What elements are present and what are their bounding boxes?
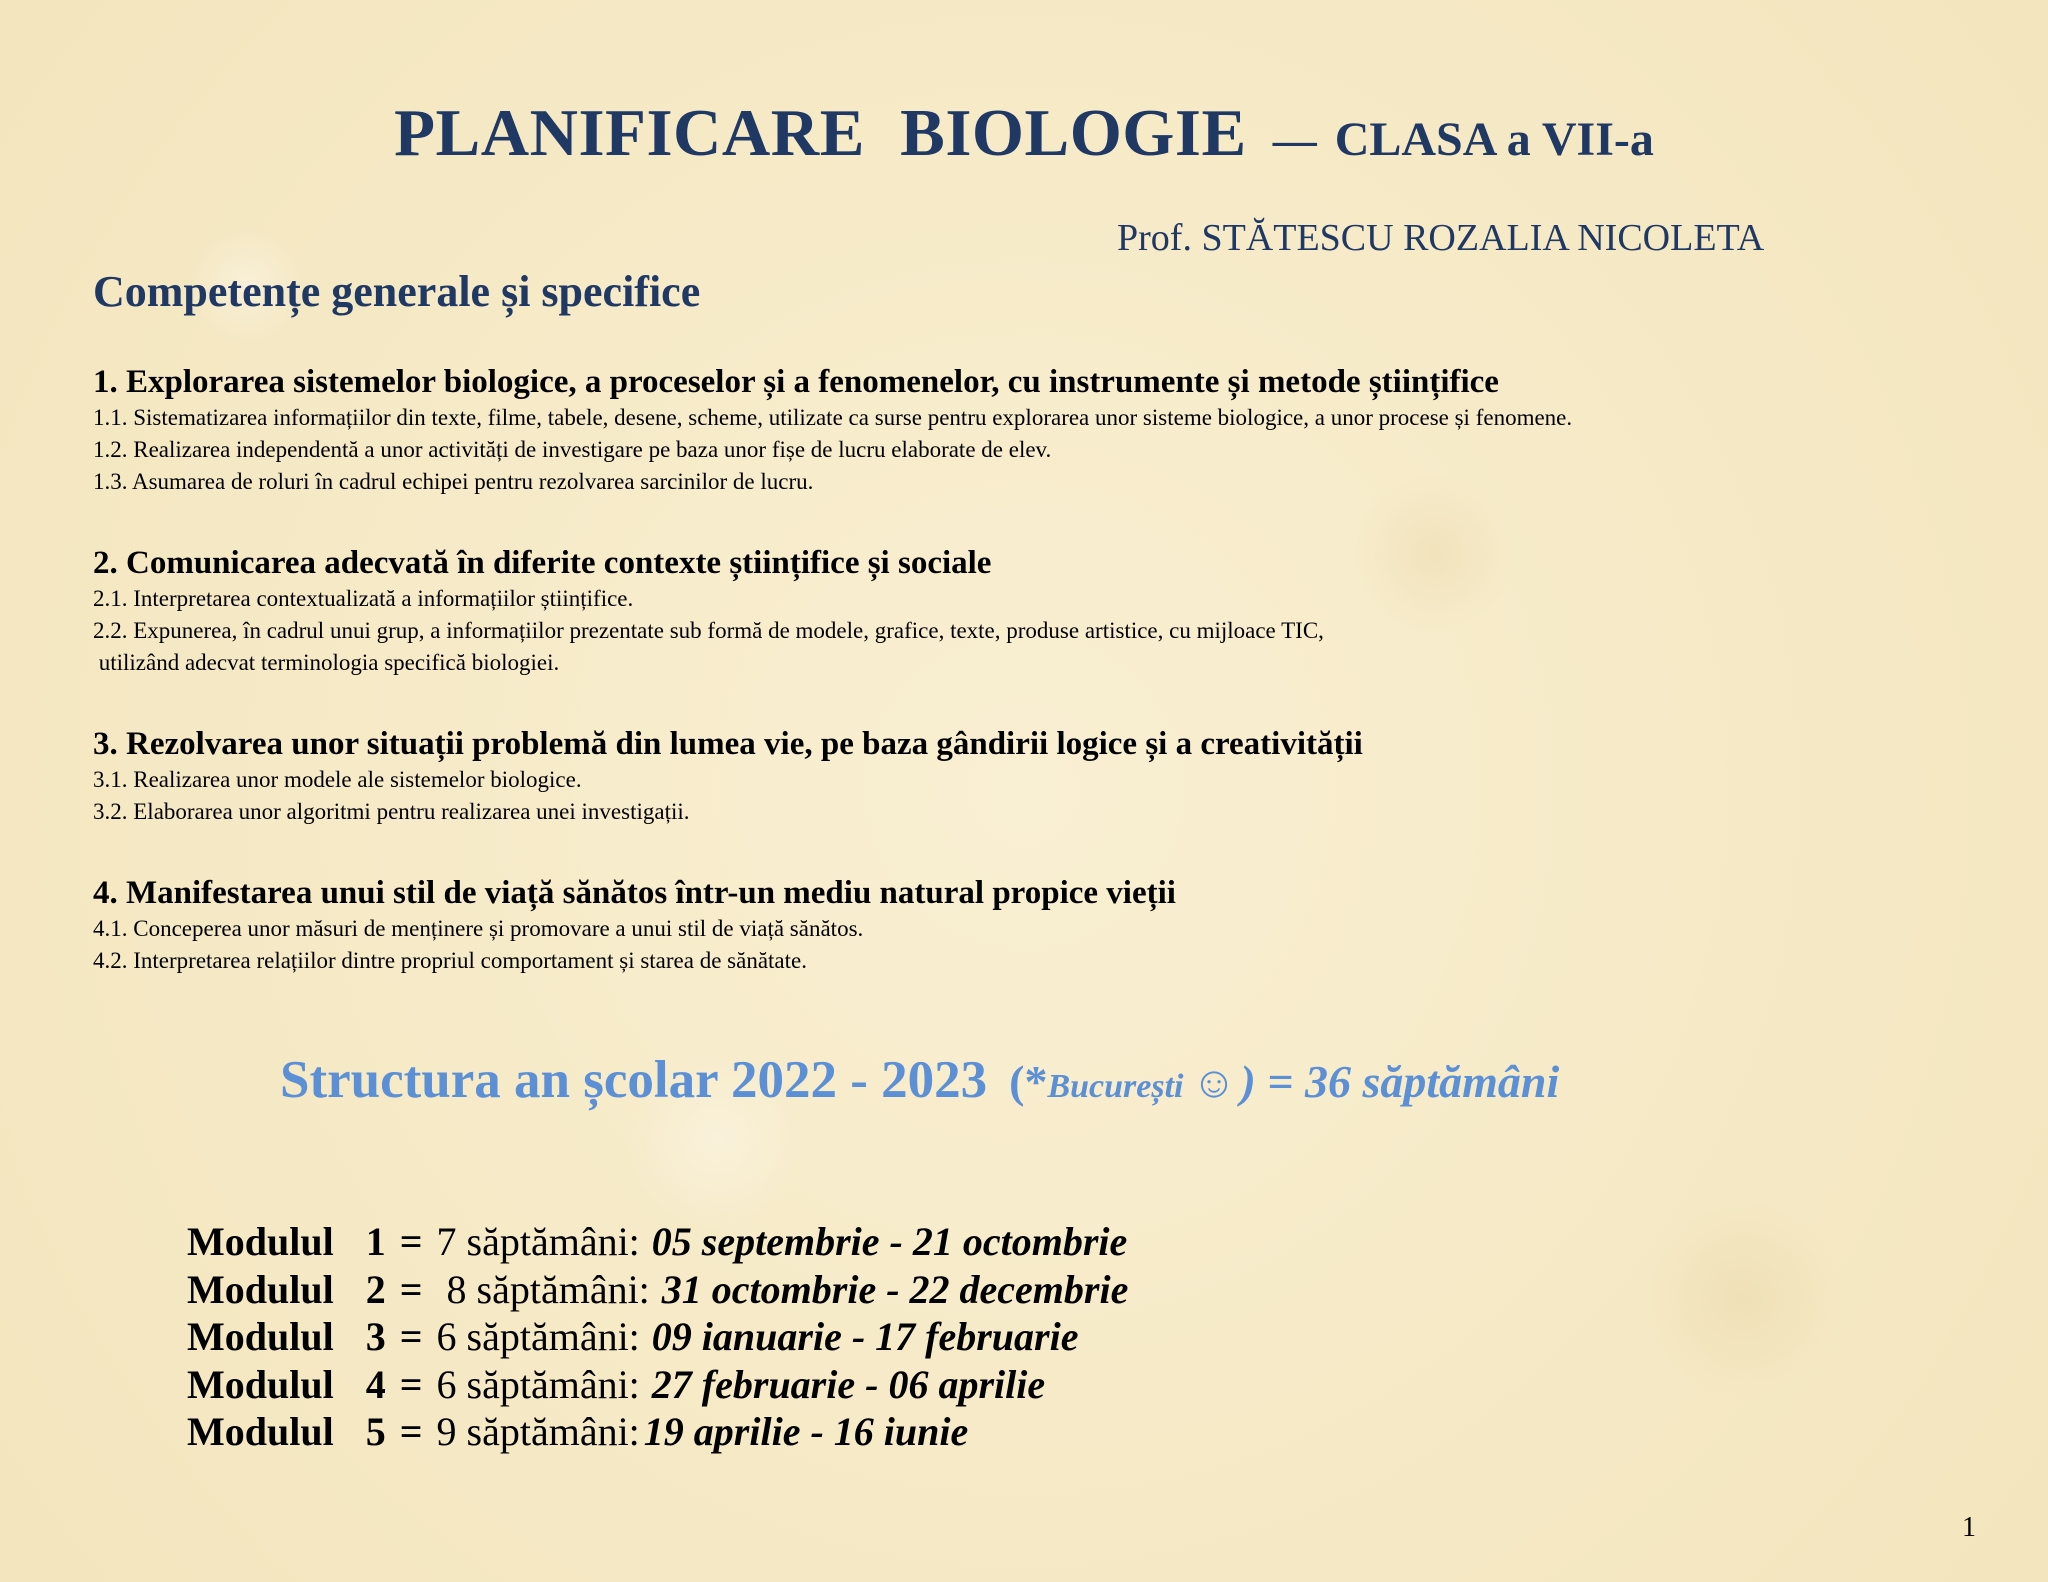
structure-paren-open: (* [1009, 1056, 1048, 1107]
competence-heading: 1. Explorarea sistemelor biologice, a proceselor și a fenomenelor, cu instrumente și metode științifice [93, 364, 1499, 400]
module-row [187, 1266, 1128, 1314]
competence-item: 2.1. Interpretarea contextualizată a informațiilor științifice. [93, 586, 634, 611]
structure-city: București [1047, 1068, 1184, 1105]
competence-item: 1.3. Asumarea de roluri în cadrul echipei pentru rezolvarea sarcinilor de lucru. [93, 469, 814, 494]
module-weeks: 7 săptămâni: [436, 1219, 640, 1264]
module-equals: = [399, 1219, 423, 1264]
module-equals: = [399, 1266, 423, 1312]
competence-group-1 [93, 362, 1572, 498]
module-label: Modulul 3 [187, 1314, 386, 1359]
page-number: 1 [1962, 1512, 1976, 1543]
page-title [0, 95, 2048, 172]
competence-group-2 [93, 543, 1324, 679]
module-label: Modulul 2 [187, 1266, 386, 1312]
module-label: Modulul 5 [187, 1409, 386, 1454]
module-row [187, 1313, 1128, 1361]
module-dates: 19 aprilie - 16 iunie [643, 1409, 969, 1454]
title-dash: — [1272, 116, 1317, 165]
module-equals: = [399, 1314, 423, 1359]
module-equals: = [399, 1409, 423, 1454]
competence-group-4 [93, 873, 1176, 977]
module-dates: 09 ianuarie - 17 februarie [651, 1314, 1079, 1359]
module-weeks: 6 săptămâni: [436, 1361, 640, 1407]
module-dates: 27 februarie - 06 aprilie [651, 1361, 1046, 1407]
structure-total-weeks: ) = 36 săptămâni [1240, 1056, 1560, 1107]
competence-item: utilizând adecvat terminologia specifică biologiei. [93, 650, 560, 675]
module-dates: 05 septembrie - 21 octombrie [651, 1219, 1128, 1264]
module-weeks: 9 săptămâni: [436, 1409, 640, 1454]
modules-list [187, 1218, 1128, 1456]
title-class: CLASA a VII-a [1334, 113, 1654, 166]
section-title: Competențe generale și specifice [93, 267, 701, 316]
module-row [187, 1361, 1128, 1409]
school-year-structure [280, 1050, 1559, 1110]
competence-item: 1.1. Sistematizarea informațiilor din texte, filme, tabele, desene, scheme, utilizate ca surse pentru explorarea unor sisteme biologice, a unor procese și fenomene. [93, 405, 1573, 430]
competence-heading: 2. Comunicarea adecvată în diferite contexte științifice și sociale [93, 545, 992, 581]
author-name: Prof. STĂTESCU ROZALIA NICOLETA [1117, 217, 1765, 259]
competence-item: 3.1. Realizarea unor modele ale sistemelor biologice. [93, 767, 582, 792]
module-dates: 31 octombrie - 22 decembrie [661, 1266, 1129, 1312]
module-label: Modulul 4 [187, 1361, 386, 1407]
competence-item: 4.1. Conceperea unor măsuri de menținere și promovare a unui stil de viață sănătos. [93, 916, 864, 941]
module-row [187, 1408, 1128, 1456]
competence-item: 2.2. Expunerea, în cadrul unui grup, a informațiilor prezentate sub formă de modele, grafice, texte, produse artistice, cu mijloace TIC, [93, 618, 1324, 643]
module-label: Modulul 1 [187, 1219, 386, 1264]
competence-item: 4.2. Interpretarea relațiilor dintre propriul comportament și starea de sănătate. [93, 948, 807, 973]
competence-group-3 [93, 724, 1363, 828]
competence-item: 1.2. Realizarea independentă a unor activități de investigare pe baza unor fișe de lucru elaborate de elev. [93, 437, 1052, 462]
competence-heading: 3. Rezolvarea unor situații problemă din lumea vie, pe baza gândirii logice și a creativității [93, 726, 1363, 762]
structure-title: Structura an școlar 2022 - 2023 [280, 1051, 988, 1109]
title-main: PLANIFICARE BIOLOGIE [394, 96, 1247, 170]
competence-heading: 4. Manifestarea unui stil de viață sănătos într-un mediu natural propice vieții [93, 875, 1176, 911]
module-weeks: 6 săptămâni: [436, 1314, 640, 1359]
module-row [187, 1218, 1128, 1266]
smiley-icon: ☺ [1191, 1058, 1237, 1107]
competence-item: 3.2. Elaborarea unor algoritmi pentru realizarea unei investigații. [93, 799, 690, 824]
module-equals: = [399, 1361, 423, 1407]
module-weeks: 8 săptămâni: [436, 1266, 650, 1312]
